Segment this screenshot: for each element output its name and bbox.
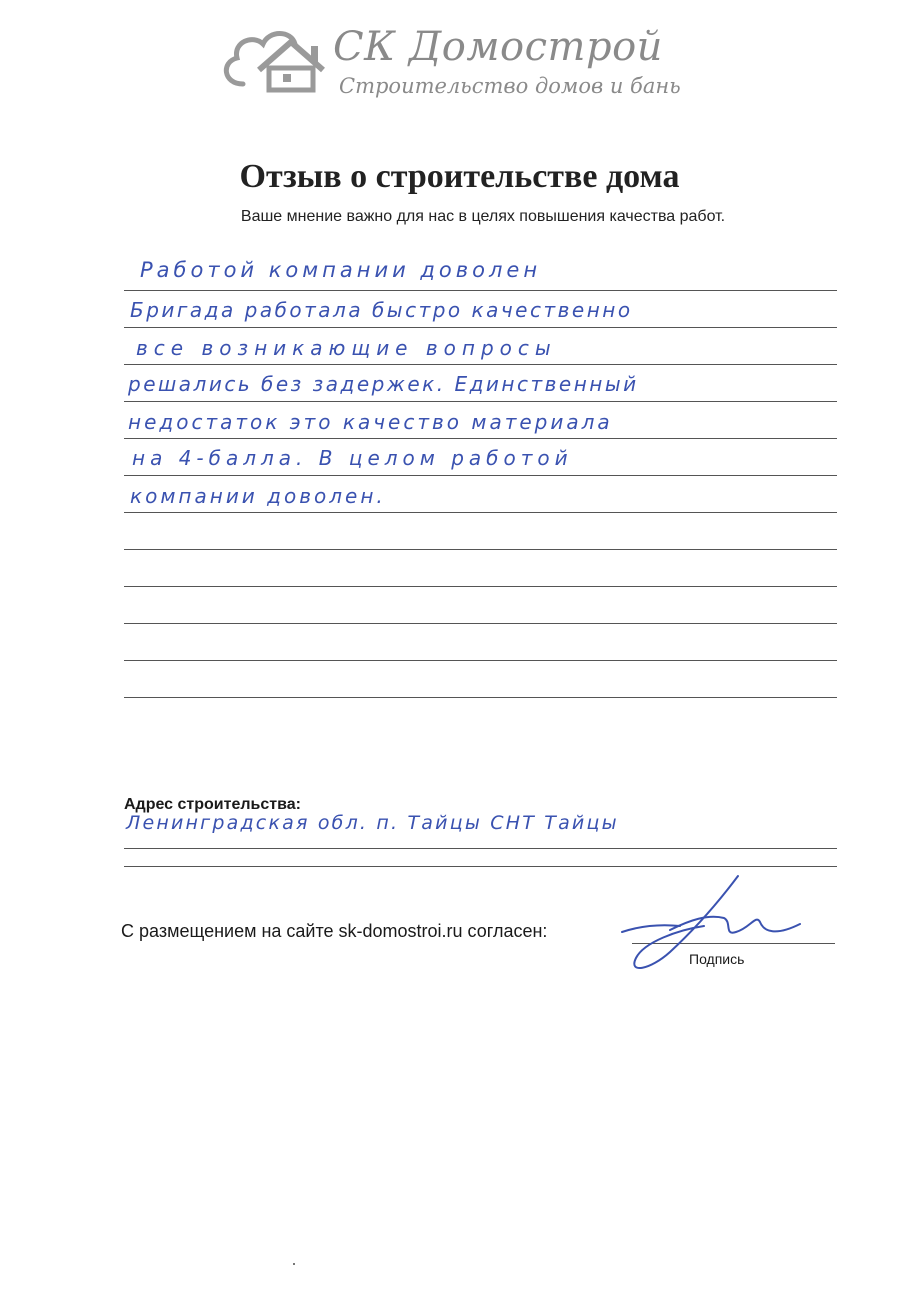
consent-text: С размещением на сайте sk-domostroi.ru согласен: bbox=[121, 921, 548, 941]
writing-line bbox=[124, 401, 837, 402]
review-line-1: Работой компании доволен bbox=[140, 258, 542, 282]
page-title: Отзыв о строительстве дома bbox=[239, 158, 680, 195]
review-line-4: решались без задержек. Единственный bbox=[128, 372, 639, 396]
review-line-5: недостаток это качество материала bbox=[128, 410, 613, 434]
writing-line bbox=[124, 697, 837, 698]
address-line bbox=[124, 848, 837, 849]
writing-line bbox=[124, 586, 837, 587]
page-subtitle: Ваше мнение важно для нас в целях повышения качества работ. bbox=[240, 208, 726, 225]
company-logo bbox=[215, 18, 705, 108]
writing-line bbox=[124, 327, 837, 328]
logo-tagline: Строительство домов и бань bbox=[339, 74, 681, 98]
writing-line bbox=[124, 438, 837, 439]
house-cloud-logo-icon bbox=[215, 18, 340, 98]
writing-line bbox=[124, 364, 837, 365]
logo-name: СК Домострой bbox=[333, 24, 663, 70]
writing-line bbox=[124, 475, 837, 476]
review-line-3: все возникающие вопросы bbox=[136, 336, 557, 360]
scan-speck bbox=[293, 1263, 295, 1265]
handwritten-signature bbox=[600, 870, 820, 980]
writing-line bbox=[124, 549, 837, 550]
review-line-7: компании доволен. bbox=[130, 484, 386, 508]
review-line-2: Бригада работала быстро качественно bbox=[130, 298, 633, 322]
writing-line bbox=[124, 623, 837, 624]
signature-label: Подпись bbox=[689, 951, 745, 967]
address-line bbox=[124, 866, 837, 867]
writing-line bbox=[124, 290, 837, 291]
address-value: Ленинградская обл. п. Тайцы СНТ Тайцы bbox=[126, 812, 619, 834]
writing-line bbox=[124, 512, 837, 513]
writing-line bbox=[124, 660, 837, 661]
review-line-6: на 4-балла. В целом работой bbox=[132, 446, 573, 470]
address-label: Адрес строительства: bbox=[124, 796, 301, 813]
